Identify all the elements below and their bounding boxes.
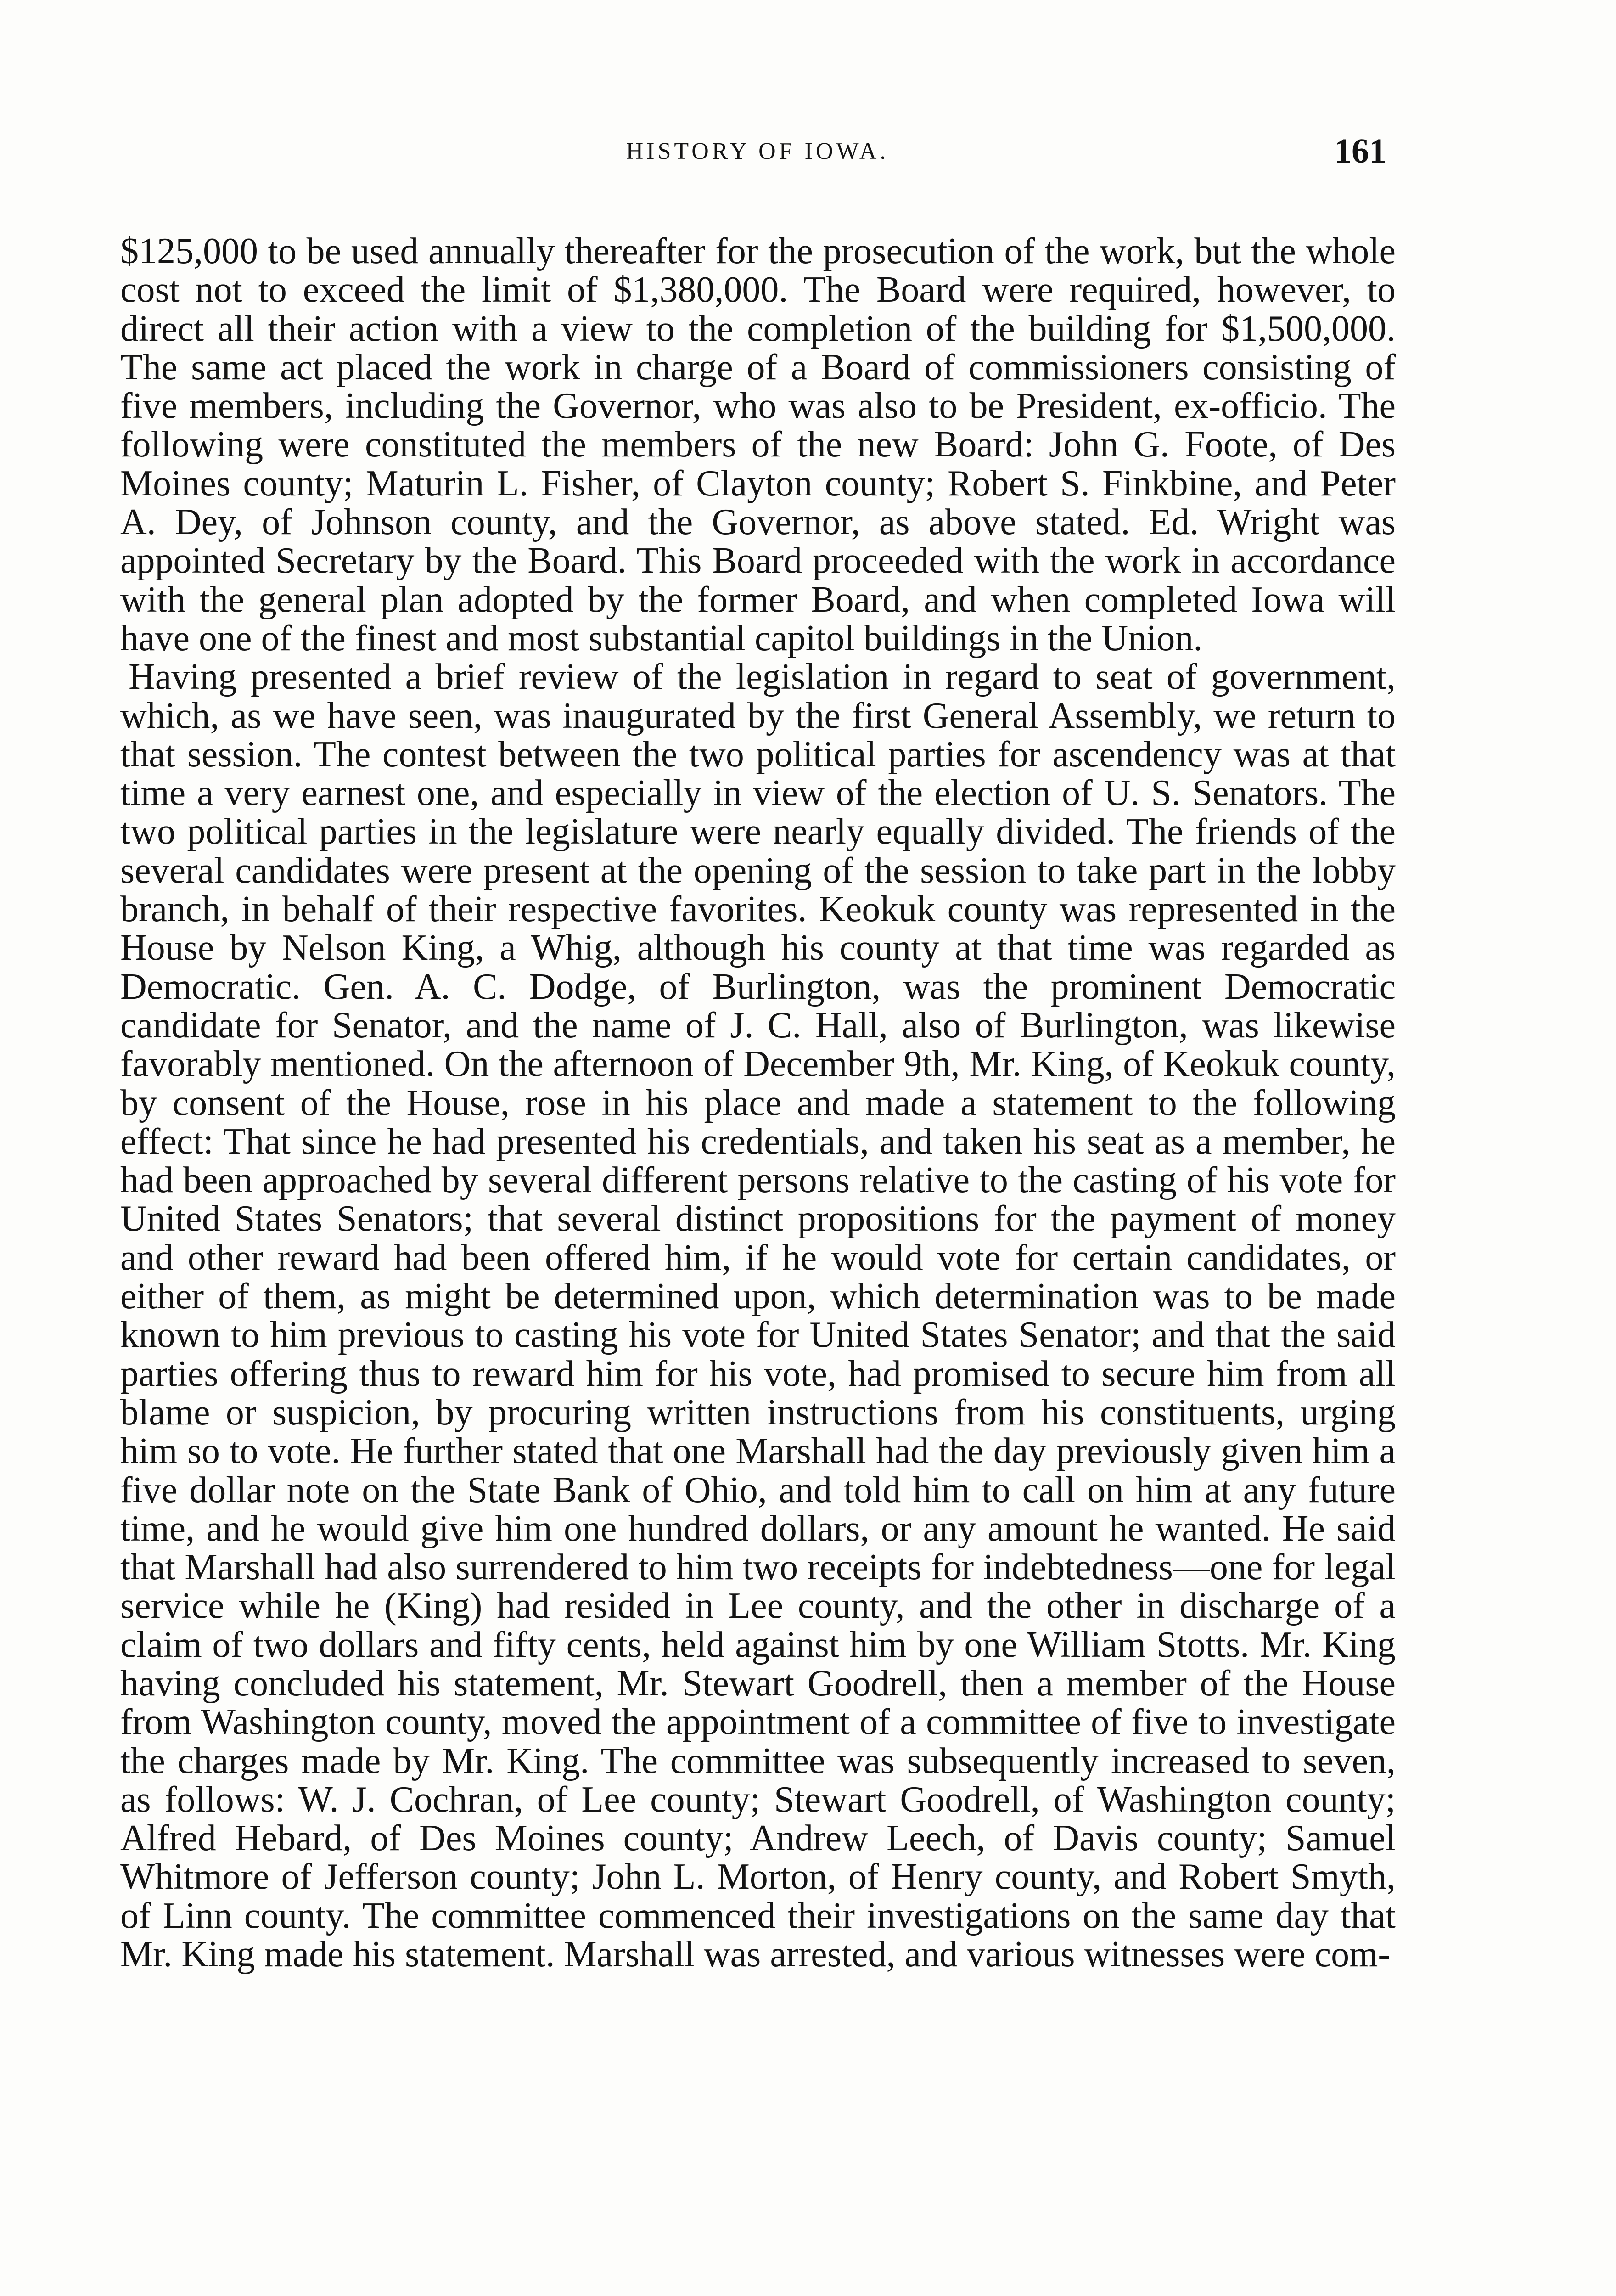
page-header [129,132,1386,188]
body-text [120,232,1396,1974]
paragraph-senate-election: Having presented a brief review of the legislation in regard to seat of government, which, as we have seen, was inaugurated by the first General Assembly, we return to that session. The contest between the two political parties for ascendency was at that time a very earnest one, and especially in view of the election of U. S. Senators. The two political parties in the legislature were nearly equally divided. The friends of the several candidates were present at the opening of the session to take part in the lobby branch, in behalf of their respective favorites. Keokuk county was represented in the House by Nelson King, a Whig, although his county at that time was regarded as Democratic. Gen. A. C. Dodge, of Burlington, was the prominent Democratic candidate for Senator, and the name of J. C. Hall, also of Burlington, was likewise favorably mentioned. On the afternoon of December 9th, Mr. King, of Keokuk county, by consent of the House, rose in his place and made a statement to the following effect: That since he had presented his credentials, and taken his seat as a member, he had been approached by several different persons relative to the casting of his vote for United States Senators; that several distinct propositions for the payment of money and other reward had been offered him, if he would vote for certain candidates, or either of them, as might be determined upon, which determination was to be made known to him previous to casting his vote for United States Senator; and that the said parties offering thus to reward him for his vote, had promised to secure him from all blame or suspicion, by procuring written instructions from his constituents, urging him so to vote. He further stated that one Marshall had the day previously given him a five dollar note on the State Bank of Ohio, and told him to call on him at any future time, and he would give him one hundred dollars, or any amount he wanted. He said that Marshall had also surrendered to him two receipts for indebtedness—one for legal service while he (King) had resided in Lee county, and the other in discharge of a claim of two dollars and fifty cents, held against him by one William Stotts. Mr. King having concluded his statement, Mr. Stewart Goodrell, then a member of the House from Washington county, moved the appointment of a committee of five to investigate the charges made by Mr. King. The committee was subsequently increased to seven, as follows: W. J. Cochran, of Lee county; Stewart Goodrell, of Washington county; Alfred Hebard, of Des Moines county; Andrew Leech, of Davis county; Samuel Whitmore of Jefferson county; John L. Morton, of Henry county, and Robert Smyth, of Linn county. The committee commenced their investigations on the same day that Mr. King made his statement. Marshall was arrested, and various witnesses were com- [120,657,1396,1975]
paragraph-board-commissioners: $125,000 to be used annually thereafter for the prosecution of the work, but the whole cost not to exceed the limit of $1,380,000. The Board were required, however, to direct all their action with a view to the completion of the building for $1,500,000. The same act placed the work in charge of a Board of commissioners consisting of five members, including the Governor, who was also to be President, ex-officio. The following were constituted the members of the new Board: John G. Foote, of Des Moines county; Maturin L. Fisher, of Clayton county; Robert S. Finkbine, and Peter A. Dey, of Johnson county, and the Governor, as above stated. Ed. Wright was appointed Secretary by the Board. This Board proceeded with the work in accordance with the general plan adopted by the former Board, and when completed Iowa will have one of the finest and most substantial capitol buildings in the Union. [120,231,1396,658]
page-number: 161 [1334,132,1386,170]
running-title: HISTORY OF IOWA. [626,138,889,164]
